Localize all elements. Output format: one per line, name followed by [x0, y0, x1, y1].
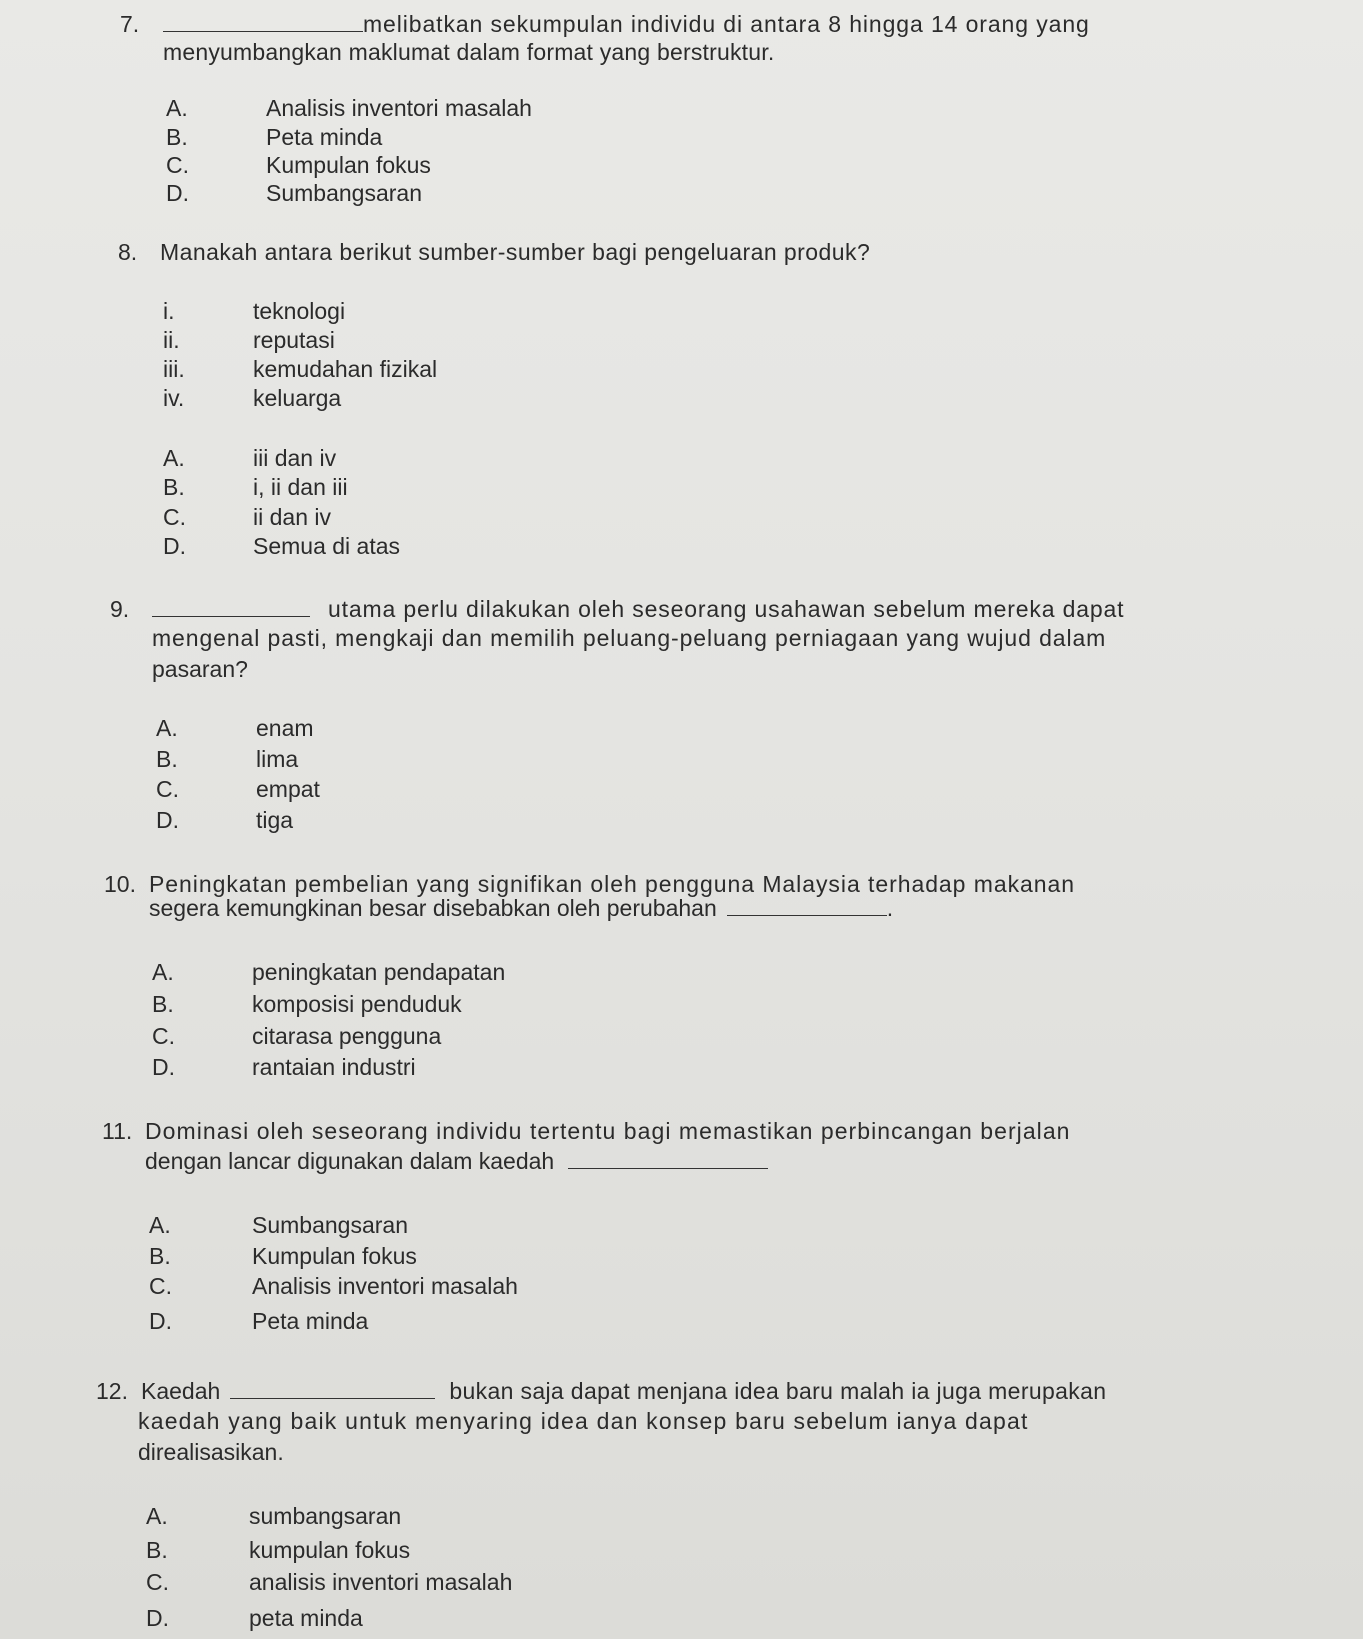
- answer-blank[interactable]: [727, 895, 887, 916]
- question-number: 10.: [104, 871, 136, 897]
- question-stem-line1: Kaedah bukan saja dapat menjana idea baru malah ia juga merupakan: [141, 1378, 1107, 1404]
- question-number: 12.: [96, 1378, 128, 1404]
- question-stem-line2: dengan lancar digunakan dalam kaedah: [145, 1147, 768, 1175]
- question-stem-line3: pasaran?: [152, 656, 248, 682]
- question-number: 9.: [110, 596, 130, 622]
- answer-blank[interactable]: [163, 11, 363, 32]
- answer-blank[interactable]: [568, 1148, 768, 1169]
- question-stem-line1: Manakah antara berikut sumber-sumber bagi pengeluaran produk?: [160, 239, 871, 265]
- question-stem-line1: Peningkatan pembelian yang signifikan oleh pengguna Malaysia terhadap makanan: [149, 871, 1076, 897]
- answer-blank[interactable]: [230, 1378, 435, 1399]
- question-stem-line2: menyumbangkan maklumat dalam format yang berstruktur.: [163, 39, 775, 65]
- question-stem-line2: kaedah yang baik untuk menyaring idea dan konsep baru sebelum ianya dapat: [138, 1408, 1029, 1434]
- question-stem-line1: utama perlu dilakukan oleh seseorang usahawan sebelum mereka dapat: [152, 595, 1124, 623]
- question-number: 7.: [120, 11, 140, 37]
- question-number: 8.: [118, 239, 138, 265]
- question-stem-line1: Dominasi oleh seseorang individu tertentu bagi memastikan perbincangan berjalan: [145, 1118, 1071, 1144]
- question-stem-line2: mengenal pasti, mengkaji dan memilih peluang-peluang perniagaan yang wujud dalam: [152, 625, 1107, 651]
- answer-blank[interactable]: [152, 596, 310, 617]
- question-stem-line2: segera kemungkinan besar disebabkan oleh perubahan .: [149, 895, 894, 921]
- question-stem-line1: melibatkan sekumpulan individu di antara 8 hingga 14 orang yang: [163, 10, 1090, 38]
- question-stem-line3: direalisasikan.: [138, 1439, 284, 1465]
- question-number: 11.: [102, 1118, 133, 1144]
